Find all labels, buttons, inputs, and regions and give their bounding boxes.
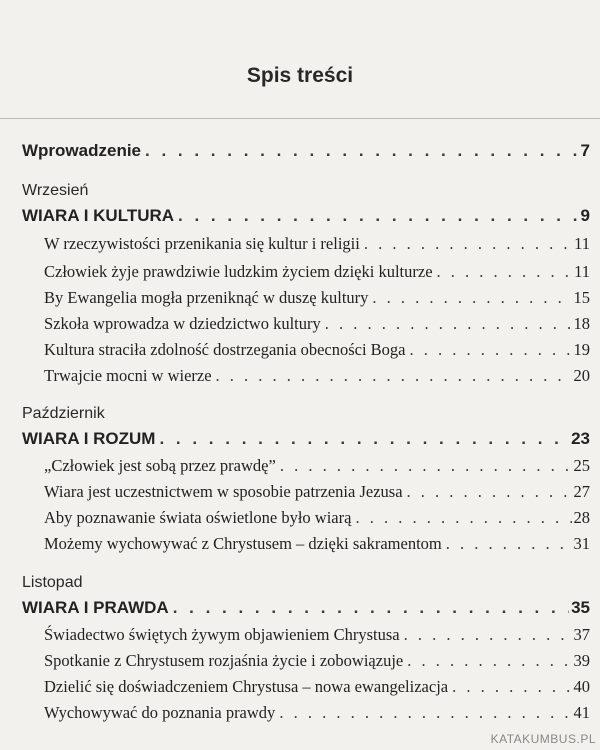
toc-entry-page: 41 <box>573 703 590 722</box>
section-heading: WIARA I KULTURA <box>22 206 175 225</box>
toc-intro-label: Wprowadzenie <box>22 141 142 160</box>
toc-entry-page: 25 <box>573 456 590 475</box>
toc-entry-page: 39 <box>573 651 590 670</box>
leader-dots <box>355 508 571 528</box>
toc-entry-page: 31 <box>573 534 590 553</box>
toc-entry-label: Człowiek żyje prawdziwie ludzkim życiem dzięki kulturze <box>44 262 433 281</box>
toc-entry <box>0 262 600 290</box>
leader-dots <box>279 703 571 723</box>
section-heading-row <box>0 598 600 626</box>
toc-entry-label: Aby poznawanie świata oświetlone było wiarą <box>44 508 352 527</box>
toc-entry-label: W rzeczywistości przenikania się kultur i religii <box>44 234 360 253</box>
leader-dots <box>159 429 569 449</box>
toc-entry-page: 20 <box>573 366 590 385</box>
section-heading-page: 23 <box>571 429 590 448</box>
leader-dots <box>145 141 579 161</box>
toc-entry-label: Trwajcie mocni w wierze <box>44 366 212 385</box>
toc-entry-label: By Ewangelia mogła przeniknąć w duszę kultury <box>44 288 369 307</box>
leader-dots <box>446 534 572 554</box>
title-divider <box>0 118 600 119</box>
toc-entry <box>0 508 600 536</box>
toc-entry <box>0 625 600 653</box>
toc-intro-row <box>0 141 600 169</box>
section-heading-page: 9 <box>580 206 590 225</box>
toc-entry-label: Dzielić się doświadczeniem Chrystusa – nowa ewangelizacja <box>44 677 449 696</box>
toc-entry-page: 18 <box>573 314 590 333</box>
toc-entry <box>0 651 600 679</box>
toc-entry <box>0 703 600 731</box>
toc-intro-page: 7 <box>580 141 590 160</box>
toc-entry <box>0 456 600 484</box>
toc-entry-label: Szkoła wprowadza w dziedzictwo kultury <box>44 314 321 333</box>
toc-entry-page: 11 <box>574 234 590 253</box>
leader-dots <box>407 651 571 671</box>
leader-dots <box>407 482 572 502</box>
toc-entry-label: „Człowiek jest sobą przez prawdę” <box>44 456 276 475</box>
toc-entry <box>0 234 600 262</box>
section-heading: WIARA I ROZUM <box>22 429 156 448</box>
toc-entry-page: 40 <box>573 677 590 696</box>
toc-entry <box>0 677 600 705</box>
toc-entry-label: Kultura straciła zdolność dostrzegania obecności Boga <box>44 340 406 359</box>
leader-dots <box>178 206 579 226</box>
section-month-pazdziernik: Październik <box>22 405 105 422</box>
leader-dots <box>437 262 573 282</box>
toc-entry-label: Świadectwo świętych żywym objawieniem Chrystusa <box>44 625 400 644</box>
section-heading-row <box>0 429 600 457</box>
toc-entry-label: Wiara jest uczestnictwem w sposobie patrzenia Jezusa <box>44 482 403 501</box>
toc-entry <box>0 314 600 342</box>
toc-entry <box>0 534 600 562</box>
section-heading: WIARA I PRAWDA <box>22 598 169 617</box>
leader-dots <box>410 340 572 360</box>
leader-dots <box>372 288 571 308</box>
toc-entry-label: Możemy wychowywać z Chrystusem – dzięki sakramentom <box>44 534 442 553</box>
toc-entry-label: Wychowywać do poznania prawdy <box>44 703 276 722</box>
toc-entry <box>0 366 600 394</box>
leader-dots <box>404 625 572 645</box>
leader-dots <box>452 677 571 697</box>
toc-entry-page: 37 <box>573 625 590 644</box>
leader-dots <box>280 456 572 476</box>
toc-entry-page: 15 <box>573 288 590 307</box>
page-title: Spis treści <box>246 64 354 87</box>
leader-dots <box>173 598 569 618</box>
toc-entry-page: 11 <box>574 262 590 281</box>
leader-dots <box>364 234 572 254</box>
section-heading-row <box>0 206 600 234</box>
toc-entry-page: 19 <box>573 340 590 359</box>
toc-entry-page: 27 <box>573 482 590 501</box>
watermark: KATAKUMBUS.PL <box>490 732 596 746</box>
section-heading-page: 35 <box>571 598 590 617</box>
toc-entry <box>0 340 600 368</box>
toc-entry-label: Spotkanie z Chrystusem rozjaśnia życie i zobowiązuje <box>44 651 404 670</box>
toc-entry-page: 28 <box>573 508 590 527</box>
leader-dots <box>216 366 572 386</box>
leader-dots <box>325 314 572 334</box>
section-month-listopad: Listopad <box>22 574 83 591</box>
toc-entry <box>0 288 600 316</box>
section-month-wrzesien: Wrzesień <box>22 182 89 199</box>
toc-entry <box>0 482 600 510</box>
